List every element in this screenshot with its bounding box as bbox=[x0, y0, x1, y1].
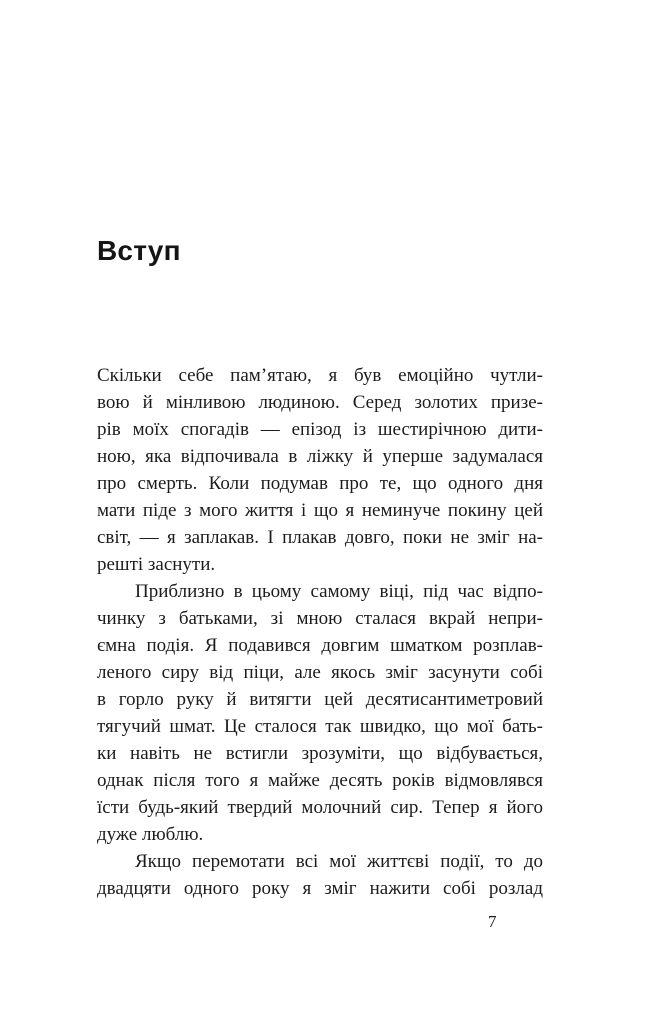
text-line: двадцяти одного року я зміг нажити собі розлад bbox=[97, 878, 543, 899]
text-line: Якщо перемотати всі мої життєві події, то до bbox=[135, 851, 543, 872]
text-line: ємна подія. Я подавився довгим шматком розплав- bbox=[97, 635, 543, 656]
text-line: мати піде з мого життя і що я неминуче покину цей bbox=[97, 500, 543, 521]
text-line: Приблизно в цьому самому віці, під час відпо- bbox=[135, 581, 543, 602]
text-line: однак після того я майже десять років відмовлявся bbox=[97, 770, 543, 791]
text-line: вою й мінливою людиною. Серед золотих призе- bbox=[97, 392, 543, 413]
text-line: решті заснути. bbox=[97, 554, 216, 575]
page-number: 7 bbox=[488, 912, 497, 931]
text-line: рів моїх спогадів — епізод із шестирічною дити- bbox=[97, 419, 543, 440]
text-block bbox=[97, 362, 543, 902]
text-line: чинку з батьками, зі мною сталася вкрай непри- bbox=[97, 608, 543, 629]
text-line: в горло руку й витягти цей десятисантиметровий bbox=[97, 689, 543, 710]
paragraph bbox=[97, 578, 543, 848]
text-line: дуже люблю. bbox=[97, 824, 204, 845]
chapter-heading: Вступ bbox=[97, 234, 181, 266]
text-line: Скільки себе пам’ятаю, я був емоційно чутли- bbox=[97, 365, 543, 386]
text-line: леного сиру від піци, але якось зміг засунути собі bbox=[97, 662, 543, 683]
text-line: про смерть. Коли подумав про те, що одного дня bbox=[97, 473, 543, 494]
paragraph bbox=[97, 362, 543, 578]
text-line: ною, яка відпочивала в ліжку й уперше задумалася bbox=[97, 446, 543, 467]
text-line: їсти будь-який твердий молочний сир. Тепер я його bbox=[97, 797, 543, 818]
paragraph bbox=[97, 848, 543, 902]
text-line: світ, — я заплакав. І плакав довго, поки не зміг на- bbox=[97, 527, 543, 548]
text-line: тягучий шмат. Це сталося так швидко, що мої бать- bbox=[97, 716, 543, 737]
text-line: ки навіть не встигли зрозуміти, що відбувається, bbox=[97, 743, 543, 764]
